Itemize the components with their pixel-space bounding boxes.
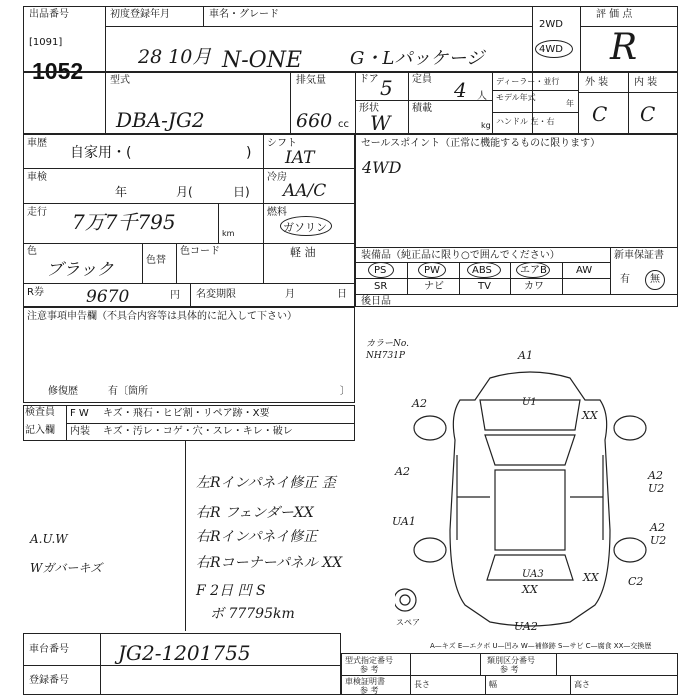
capacity-unit: 人	[477, 91, 487, 102]
repaint-label: 色替	[146, 255, 166, 266]
equip-sr: SR	[374, 281, 388, 292]
equip-pw: PW	[424, 265, 440, 276]
drive-4wd: 4WD	[539, 44, 563, 55]
rating-label: 評 価 点	[596, 9, 633, 20]
warranty-no-circle	[645, 270, 665, 290]
drive-2wd: 2WD	[539, 19, 563, 30]
interior-inspect-label: 内装	[70, 426, 90, 437]
mark-ua2: UA2	[514, 620, 538, 633]
equip-pw-circle	[418, 262, 446, 278]
shift-label: シフト	[267, 138, 297, 149]
mark-a2-rear-right: A2	[650, 521, 665, 534]
cert-label: 車検証明書	[345, 677, 385, 686]
inspection-month: 月(	[176, 185, 193, 199]
width-label: 幅	[489, 680, 497, 689]
shape-label: 形状	[359, 103, 379, 114]
capacity-value: 4	[454, 78, 467, 102]
first-reg-value: 28 10月	[138, 46, 212, 68]
chassis-label: 車台番号	[29, 644, 69, 655]
mileage-value: 7万7千795	[72, 210, 176, 234]
doors-value: 5	[380, 76, 393, 100]
type-designation-ref: 参 考	[360, 665, 379, 674]
lot-number: 1052	[32, 58, 84, 84]
mark-u2-right: U2	[648, 482, 665, 495]
grade-value: G・Lパッケージ	[350, 48, 484, 69]
rating-value: R	[610, 27, 638, 68]
equip-ps: PS	[374, 265, 387, 276]
displacement-unit: cc	[338, 119, 349, 130]
interior-label: 内 装	[634, 77, 658, 88]
note-line1: 左Rインパネイ修正 歪	[196, 475, 336, 491]
car-name-value: N-ONE	[222, 48, 303, 73]
height-label: 高さ	[574, 680, 590, 689]
fuel-diesel: 軽 油	[290, 246, 316, 259]
fuel-gas-circle	[280, 216, 332, 236]
equip-ps-circle	[368, 262, 394, 278]
inspection-day: 日)	[233, 185, 250, 199]
mark-xx-rear: XX	[522, 583, 538, 596]
displacement-label: 排気量	[296, 75, 326, 86]
mark-ua3: UA3	[522, 569, 544, 580]
mark-xx-rear-right: XX	[583, 571, 599, 584]
model-label: 型式	[110, 75, 130, 86]
equip-airbag-circle	[516, 262, 550, 278]
name-change-day: 日	[337, 289, 347, 300]
name-grade-label: 車名・グレード	[209, 9, 279, 20]
class-label: 類別区分番号	[487, 656, 535, 665]
equip-abs: ABS	[472, 265, 492, 276]
model-year-label: モデル年式	[496, 93, 536, 102]
note-line3: 右Rインパネイ修正	[196, 529, 318, 545]
fw-items: キズ・飛石・ヒビ割・リペア跡・X要	[103, 408, 270, 419]
note-left2: Wガバーキズ	[30, 561, 103, 575]
equipment-label: 装備品（純正品に限り○で囲んでください）	[361, 250, 560, 261]
note-line4: 右Rコーナーパネル XX	[196, 555, 343, 571]
color-label: 色	[27, 246, 37, 257]
equip-abs-circle	[467, 262, 501, 278]
repair-value: 有〔箇所	[108, 386, 148, 397]
equip-navi: ナビ	[424, 281, 444, 292]
mark-xx-front-right: XX	[582, 409, 598, 422]
recycle-label: R券	[27, 287, 44, 298]
mark-a2-front-left: A2	[412, 397, 427, 410]
handle-label: ハンドル 左・右	[496, 117, 555, 126]
mark-a1: A1	[518, 349, 533, 362]
repair-label: 修復歴	[48, 386, 78, 397]
diagram-color-code: NH731P	[366, 351, 405, 361]
sales-point-label: セールスポイント（正常に機能するものに限ります）	[361, 138, 601, 149]
spare-label: スペア	[396, 618, 420, 627]
note-line6: ボ 77795km	[210, 606, 295, 622]
equip-airbag: エアB	[520, 265, 547, 276]
mileage-label: 走行	[27, 207, 47, 218]
first-reg-label: 初度登録年月	[110, 9, 170, 20]
inspection-label: 車検	[27, 172, 47, 183]
note-line2: 右R フェンダーXX	[196, 505, 314, 521]
mileage-unit: km	[222, 229, 235, 238]
mark-u1: U1	[522, 397, 537, 408]
name-change-month: 月	[285, 289, 295, 300]
equip-leather: カワ	[524, 281, 544, 292]
exterior-label: 外 装	[585, 77, 609, 88]
registration-label: 登録番号	[29, 675, 69, 686]
fuel-gas: ガソリン	[283, 221, 327, 234]
warranty-label: 新車保証書	[614, 250, 664, 261]
exterior-value: C	[592, 102, 608, 126]
load-unit: kg	[481, 121, 491, 130]
sales-point-value: 4WD	[362, 158, 402, 177]
note-line5: F 2日 凹 S	[196, 583, 266, 599]
doors-label: ドア	[359, 74, 379, 85]
mark-c2: C2	[628, 575, 644, 588]
fuel-label: 燃料	[267, 207, 287, 218]
equip-aw: AW	[576, 265, 593, 276]
year-suffix: 年	[566, 99, 574, 108]
history-value: 自家用・(	[70, 145, 132, 161]
cert-ref: 参 考	[360, 686, 379, 695]
recycle-value: 9670	[86, 287, 130, 307]
color-value: ブラック	[46, 260, 114, 280]
interior-items: キズ・汚レ・コゲ・穴・スレ・キレ・破レ	[103, 426, 293, 437]
name-change-label: 名変期限	[196, 289, 236, 300]
inspection-year: 年	[115, 185, 128, 199]
mark-a2-left: A2	[395, 465, 410, 478]
legend-text: A—キズ E—エクボ U—凹み W—補修跡 S—サビ C—腐食 XX—交換歴	[430, 642, 652, 650]
inspector-label1: 検査員	[25, 407, 55, 418]
mark-a2-right: A2	[648, 469, 663, 482]
mark-u2-rear-right: U2	[650, 534, 667, 547]
warranty-yes: 有	[620, 274, 630, 285]
history-close: )	[246, 145, 252, 161]
equip-tv: TV	[478, 281, 491, 292]
shape-value: W	[370, 111, 391, 135]
load-label: 積載	[412, 103, 432, 114]
notes-label: 注意事項申告欄（不具合内容等は具体的に記入して下さい）	[27, 311, 297, 322]
diagram-color-no: カラーNo.	[366, 339, 409, 349]
mark-ua1: UA1	[392, 515, 416, 528]
recycle-unit: 円	[170, 290, 180, 301]
dealer-label: ディーラー・並行	[496, 77, 560, 86]
capacity-label: 定員	[412, 74, 432, 85]
ac-label: 冷房	[267, 172, 287, 183]
drive-4wd-circle	[535, 40, 573, 58]
shift-value: IAT	[285, 148, 315, 168]
lot-label: 出品番号	[29, 9, 69, 20]
interior-value: C	[640, 102, 656, 126]
ac-value: AA/C	[283, 181, 327, 201]
rear-seat-label: 後日品	[361, 296, 391, 307]
class-ref: 参 考	[500, 665, 519, 674]
model-value: DBA-JG2	[116, 108, 205, 132]
lot-bracket: [1091]	[29, 37, 63, 48]
warranty-no: 無	[650, 274, 660, 285]
note-left1: A.U.W	[30, 532, 68, 546]
type-designation-label: 型式指定番号	[345, 656, 393, 665]
history-label: 車歴	[27, 138, 47, 149]
inspector-label2: 記入欄	[25, 425, 55, 436]
fw-label: F W	[70, 408, 89, 419]
repair-close: 〕	[340, 386, 350, 397]
length-label: 長さ	[414, 680, 430, 689]
color-code-label: 色コード	[180, 246, 220, 257]
chassis-value: JG2-1201755	[118, 641, 251, 665]
displacement-value: 660	[296, 110, 333, 132]
